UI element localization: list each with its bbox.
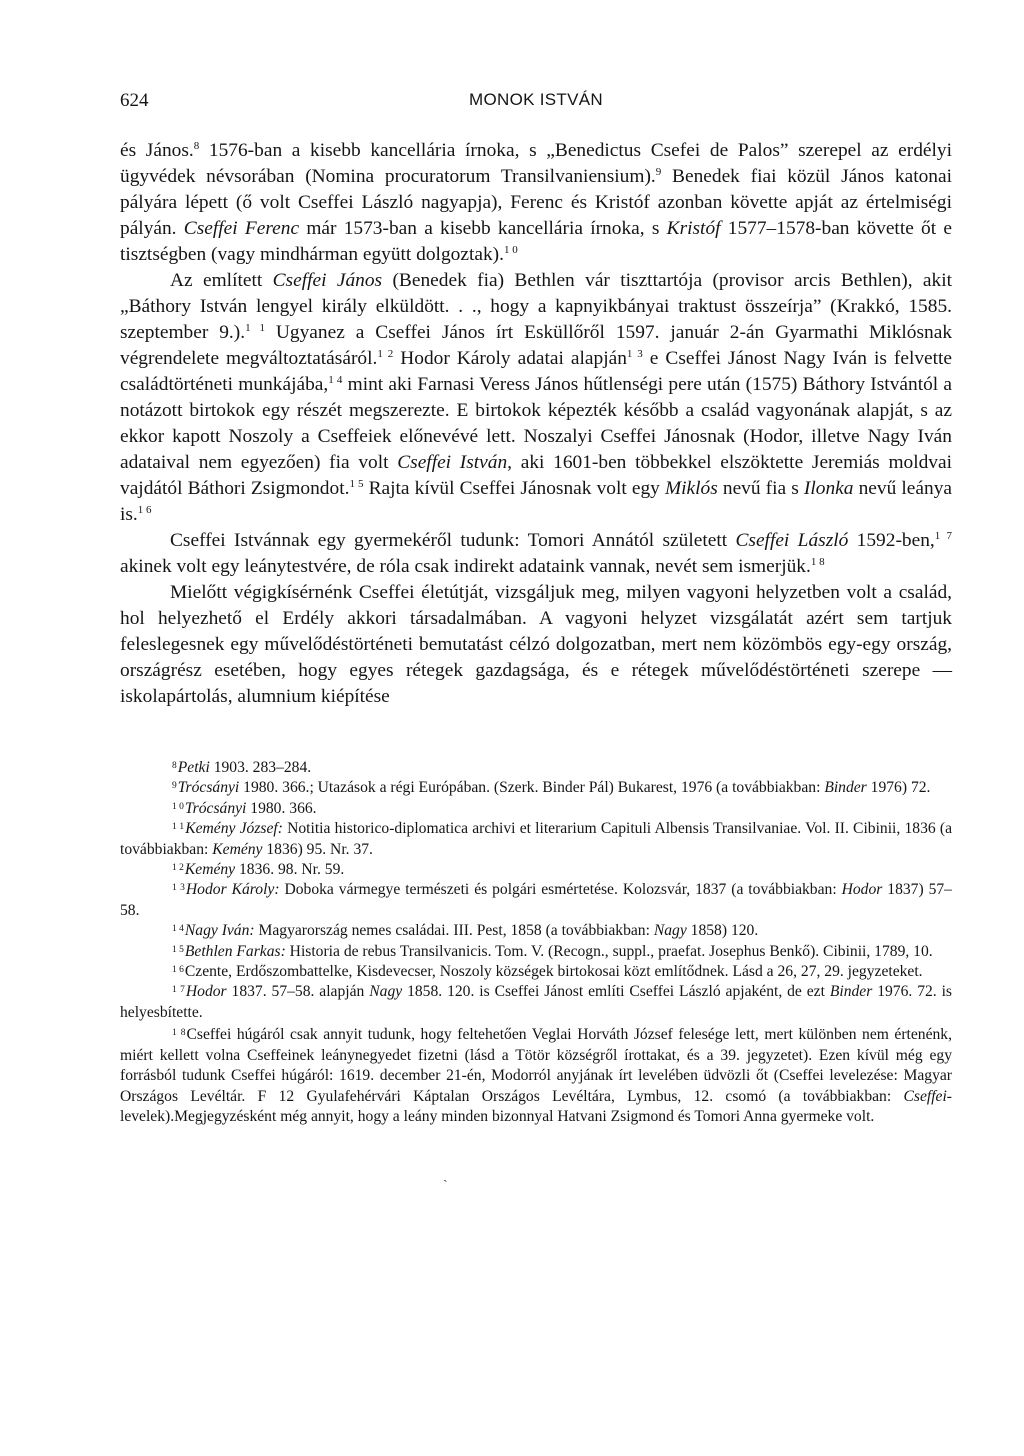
italic-text: Cseffei [903,1087,947,1105]
footnote [120,819,952,860]
italic-text: Bethlen Farkas: [184,942,286,960]
italic-text: Trócsányi [177,779,240,797]
footnote-ref: 1 8 [810,556,825,568]
text-run: 1836. 98. Nr. 59. [235,861,345,879]
text-run: 1837) 57–58. [120,881,952,919]
text-run: Magyarország nemes családai. III. Pest, 1858 (a továbbiakban: [254,922,654,940]
footnote-ref: 1 6 [137,504,152,516]
italic-text: Nagy [653,922,687,940]
footnote-number: 1 8 [172,1028,186,1039]
italic-text: Kemény [212,840,263,858]
text-run: mint aki Farnasi Veress János hűtlenségi pere után (1575) Báthory Istvántól a notázott birtokok egy részét megszerezte. E birtokok képezték később a család vagyonának alapját, s az ekkor kapott Noszoly a Cseffeiek előnevévé lett. Noszalyi Cseffei Jánosnak (Hodor, illetve Nagy Iván adataival nem egyezően) fia volt [120,374,953,473]
text-run: Az említett [170,270,273,291]
italic-text: Petki [177,759,210,776]
italic-text: Binder [829,983,873,1001]
footnote [120,1025,952,1127]
text-run: már 1573-ban a kisebb kancellária írnoka, s [299,218,667,239]
italic-text: Cseffei János [272,270,383,291]
page-number: 624 [120,90,149,111]
paragraph [120,580,952,710]
text-run: Doboka vármegye természeti és polgári esmértetése. Kolozsvár, 1837 (a továbbiakban: [279,881,842,899]
text-run: Benedek fiai közül János katonai pályára lépett (ő volt Cseffei László nagyapja), Ferenc és Kristóf azonban követte apját az értelmiségi pályán. [120,166,952,239]
text-run: és János. [120,140,194,161]
footnote-number: 1 1 [172,822,185,833]
footnote-number: 9 [172,781,177,792]
text-run: 1836) 95. Nr. 37. [262,840,373,858]
footnote-number: 1 2 [172,863,184,874]
footnote-number: 1 3 [172,883,185,894]
footnotes [120,758,952,1127]
footnote-ref: 1 2 [377,348,394,360]
italic-text: Cseffei Ferenc [183,218,300,239]
text-run: Ugyanez a Cseffei János írt Esküllőről 1597. január 2-án Gyarmathi Miklósnak végrendelete megváltoztatásáról. [120,322,953,369]
paragraph [120,138,952,268]
footnote [120,758,952,778]
footnote [120,921,952,941]
text-run: akinek volt egy leánytestvére, de róla csak indirekt adataink vannak, nevét sem ismerjük. [120,556,811,577]
italic-text: Cseffei István, [397,452,513,473]
text-run: 1980. 366.; Utazások a régi Európában. (Szerk. Binder Pál) Bukarest, 1976 (a továbbiakban: [239,779,825,797]
footnote [120,880,952,921]
footnote-number: 1 4 [172,924,184,935]
text-run: 1576-ban a kisebb kancellária írnoka, s „Benedictus Csefei de Palos” szerepel az erdélyi ügyvédek névsorában (Nomina procuratorum Transilvaniensium). [120,140,952,187]
running-title: MONOK ISTVÁN [469,90,603,109]
text-run: nevű leánya is. [120,478,952,525]
footnote-number: 1 0 [172,801,184,812]
text-run: 1837. 57–58. alapján [226,983,370,1001]
italic-text: Nagy Iván: [184,922,255,940]
footnote [120,860,952,880]
body-text [120,138,952,710]
text-run: (Benedek fia) Bethlen vár tiszttartója (provisor arcis Bethlen), akit „Báthory István lengyel király elküldött. . ., hogy a kapnyikbányai traktust összeírja” (Krakkó, 1585. szeptember 9.). [120,270,952,343]
footnote-ref: 1 0 [503,244,518,256]
text-run: 1592-ben, [848,530,935,551]
footnote-ref: 8 [193,140,200,152]
footnote [120,799,952,819]
italic-text: Hodor Károly: [185,881,280,899]
footnote-ref: 1 1 [245,322,265,334]
footnote-number: 1 7 [172,985,185,996]
footnote-ref: 1 4 [328,374,343,386]
footnote-number: 8 [172,761,177,771]
italic-text: Kristóf [666,218,721,239]
italic-text: Binder [824,779,867,797]
italic-text: Cseffei László [735,530,849,551]
text-run: Cseffei Istvánnak egy gyermekéről tudunk: Tomori Annától született [170,530,736,551]
footnote [120,962,952,982]
footnote [120,982,952,1023]
footnote-ref: 1 5 [349,478,364,490]
paragraph [120,528,952,580]
footnote-ref: 1 7 [934,530,953,542]
italic-text: Kemény [184,861,236,879]
stray-mark-icon: ˎ [443,1168,448,1183]
italic-text: Hodor [841,881,883,899]
italic-text: Hodor [185,983,227,1001]
text-run: Rajta kívül Cseffei Jánosnak volt egy [363,478,665,499]
text-run: Hodor Károly adatai alapján [393,348,627,369]
text-run: aki 1601-ben többekkel elszöktette Jeremiás moldvai vajdától Báthori Zsigmondot. [120,452,952,499]
footnote [120,778,952,798]
text-run: Cseffei húgáról csak annyit tudunk, hogy feltehetően Veglai Horváth József felesége lett, mert különben nem értenénk, miért kellett volna Cseffeinek leánynegyedet fizetni (lásd a Tötör községről írottakat, és a 39. jegyzetet). Ezen kívül még egy forrásból tudunk Cseffei húgáról: 1619. december 21-én, Modorról anyjának írt levelében üdvözli őt (Cseffei levelezése: Magyar Országos Levéltár. F 12 Gyulafehérvári Káptalan Országos Levéltára, Lymbus, 12. csomó (a továbbiakban: [120,1026,953,1105]
page [120,90,952,1127]
footnote-ref: 9 [655,166,662,178]
italic-text: Nagy [369,983,403,1001]
footnote-number: 1 5 [172,944,184,955]
italic-text: Trócsányi [184,799,247,817]
footnote-ref: 1 3 [626,348,643,360]
text-run: 1858) 120. [686,922,759,940]
text-run: 1858. 120. is Cseffei Jánost említi Cseffei László apjaként, de ezt [402,983,830,1001]
text-run: Historia de rebus Transilvanicis. Tom. V. (Recogn., suppl., praefat. Josephus Benkő). Cibinii, 1789, 10. [285,942,933,960]
text-run: Notitia historico-diplomatica archivi et literarium Capituli Albensis Transilvaniae. Vol. II. Cibinii, 1836 (a továbbiakban: [120,820,952,858]
footnote [120,942,952,962]
text-run: 1976. 72. is helyesbítette. [120,983,952,1021]
text-run: e Cseffei Jánost Nagy Iván is felvette családtörténeti munkájába, [120,348,953,395]
text-run: 1577–1578-ban követte őt e tisztségben (vagy mindhárman együtt dolgoztak). [120,218,952,265]
page-header [120,90,952,120]
italic-text: Miklós [664,478,718,499]
text-run: 1903. 283–284. [209,759,312,776]
text-run: -levelek).Megjegyzésként még annyit, hogy a leány minden bizonnyal Hatvani Zsigmond és Tomori Anna gyermeke volt. [120,1087,952,1125]
text-run: 1980. 366. [246,799,317,817]
text-run: nevű fia s [717,478,804,499]
italic-text: Ilonka [803,478,854,499]
text-run: 1976) 72. [866,779,931,797]
italic-text: Kemény József: [185,820,283,838]
text-run: Mielőtt végigkísérnénk Cseffei életútját, vizsgáljuk meg, milyen vagyoni helyzetben volt a család, hol helyezhető el Erdély akkori társadalmában. A vagyoni helyzet vizsgálatát azért sem tartjuk feleslegesnek egy művelődéstörténeti bemutatást célzó dolgozatban, mert nem közömbös egy-egy ország, országrész esetében, hogy egyes rétegek gazdagsága, és e rétegek művelődéstörténeti szerepe — iskolapártolás, alumnium kiépítése [120,582,952,707]
text-run: Czente, Erdőszombattelke, Kisdevecser, Noszoly községek birtokosai közt említődnek. Lásd a 26, 27, 29. jegyzeteket. [184,963,923,981]
paragraph [120,268,952,528]
footnote-number: 1 6 [172,965,184,976]
